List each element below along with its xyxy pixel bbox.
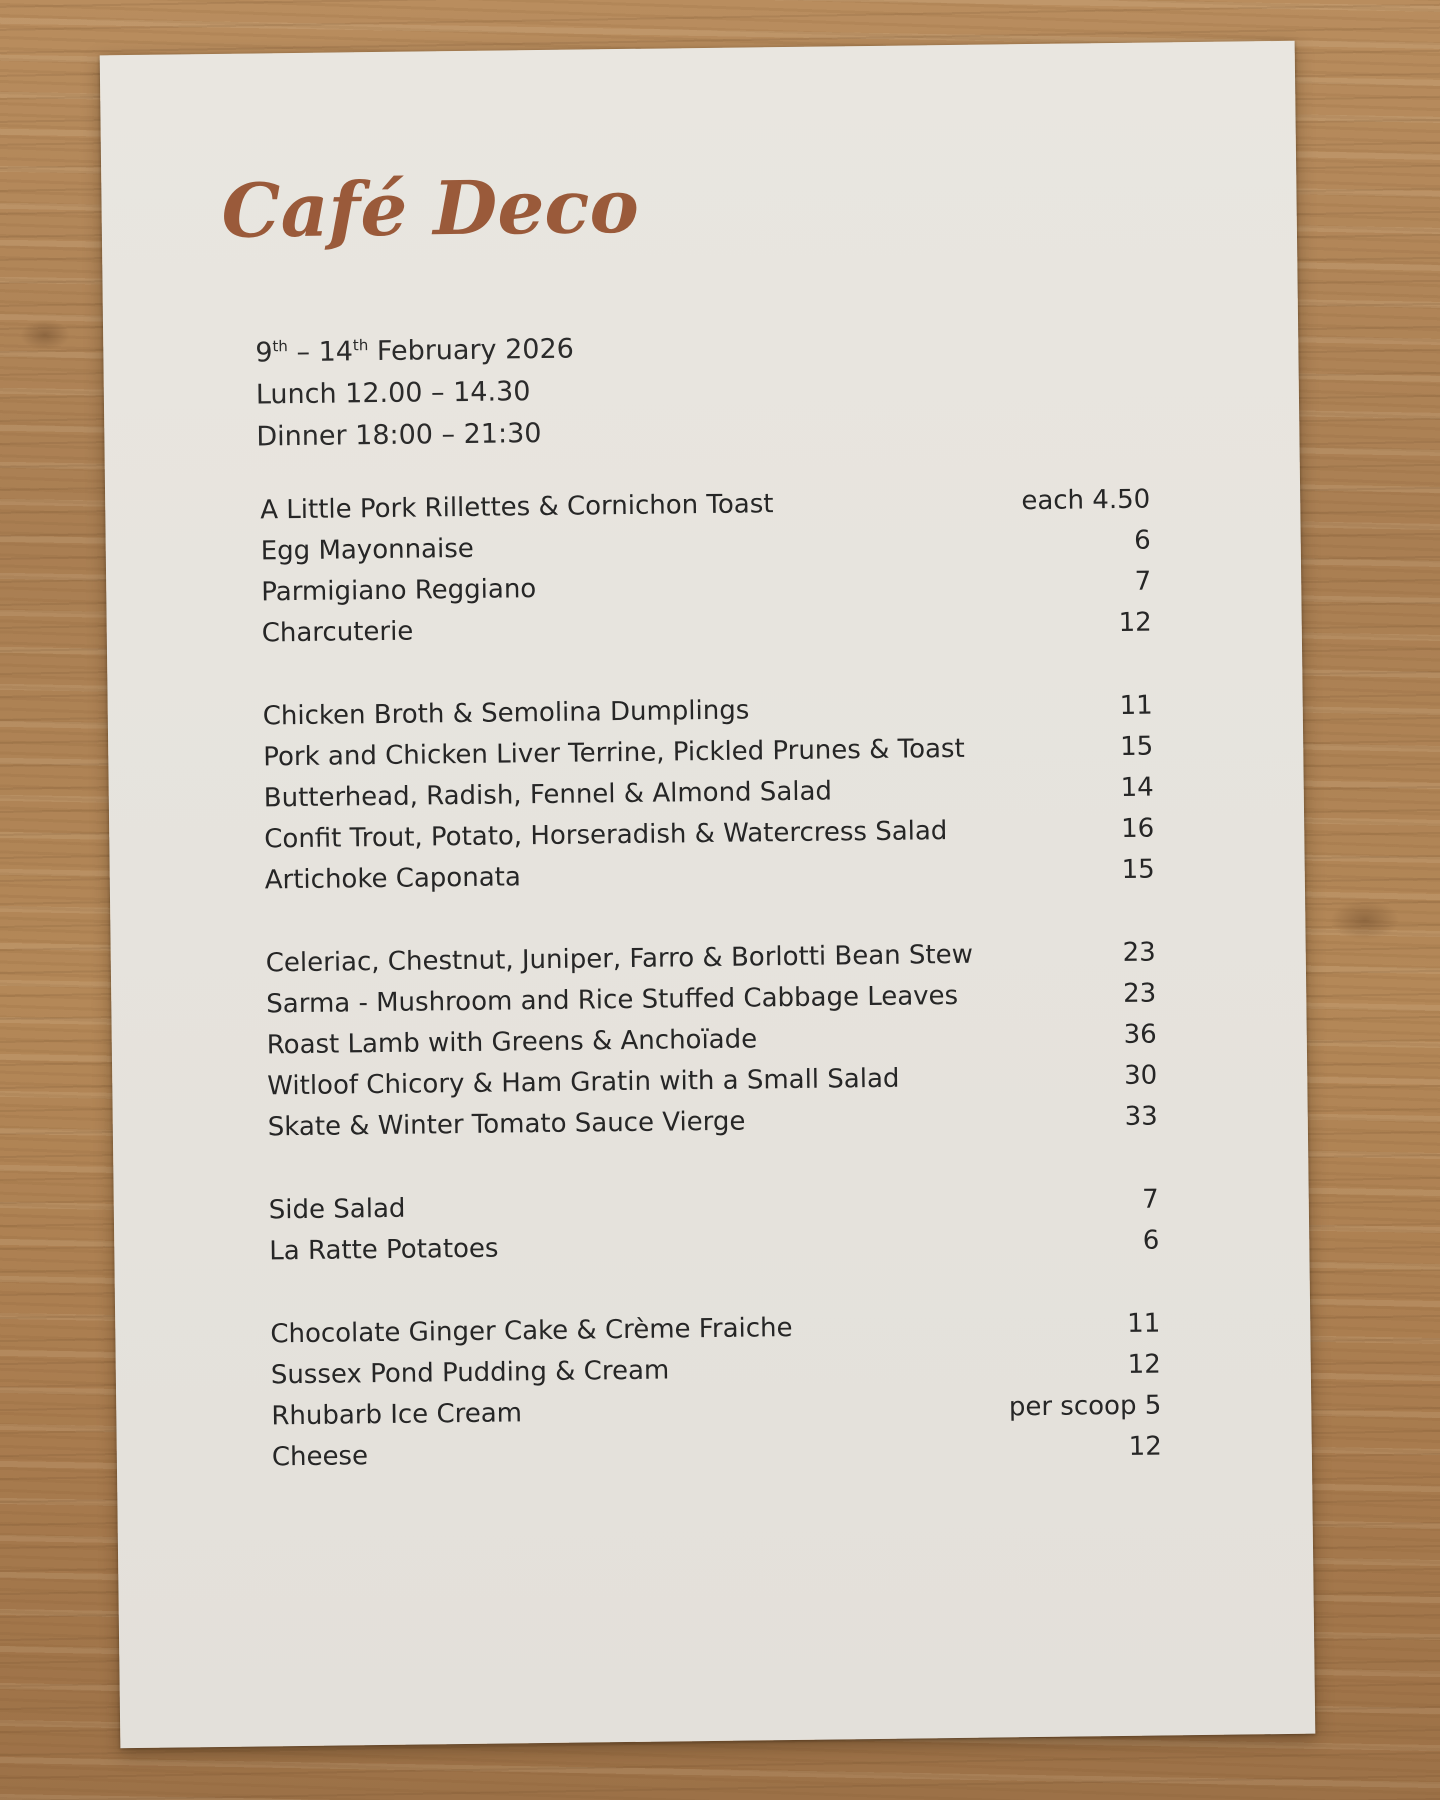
menu-item-price: 12 (1128, 1431, 1162, 1462)
menu-item-name: Side Salad (268, 1193, 406, 1226)
menu-item-price: 36 (1123, 1019, 1157, 1050)
menu-item-price: 14 (1120, 772, 1154, 803)
menu-item-price: 6 (1133, 525, 1151, 556)
service-info (255, 322, 575, 459)
menu-item-price: 11 (1127, 1308, 1161, 1339)
menu-item-name: Artichoke Caponata (264, 862, 521, 896)
menu-section-starters (263, 691, 1155, 907)
date-range: 9th – 14th February 2026 (255, 333, 575, 369)
menu-item-name: Roast Lamb with Greens & Anchoïade (266, 1024, 758, 1061)
wood-knot (1330, 900, 1400, 940)
logo-text: Café Deco (221, 163, 640, 255)
dinner-hours: Dinner 18:00 – 21:30 (256, 417, 542, 453)
menu-section-snacks (260, 485, 1152, 660)
menu-item-price: per scoop 5 (1008, 1390, 1162, 1423)
menu-item-name: A Little Pork Rillettes & Cornichon Toast (260, 489, 774, 526)
menu-item-price: each 4.50 (1021, 484, 1151, 517)
menu-item-name: Celeriac, Chestnut, Juniper, Farro & Borlotti Bean Stew (265, 939, 974, 979)
menu-item-name: Parmigiano Reggiano (261, 574, 537, 608)
menu-item-price: 12 (1127, 1349, 1161, 1380)
menu-item-name: Witloof Chicory & Ham Gratin with a Small Salad (267, 1063, 900, 1102)
menu-item-name: Chicken Broth & Semolina Dumplings (262, 695, 750, 732)
logo-svg (221, 154, 640, 259)
menu-item-price: 33 (1124, 1101, 1158, 1132)
menu-item-price: 6 (1142, 1225, 1160, 1256)
menu-item-price: 12 (1118, 607, 1152, 638)
menu-item-name: Charcuterie (261, 616, 414, 649)
menu-item-name: Rhubarb Ice Cream (271, 1398, 523, 1432)
menu-item-name: Confit Trout, Potato, Horseradish & Watercress Salad (264, 816, 948, 855)
menu-item-name: Skate & Winter Tomato Sauce Vierge (267, 1106, 746, 1143)
menu-item-price: 11 (1119, 690, 1153, 721)
cafe-deco-logo (221, 154, 640, 259)
menu-section-desserts (270, 1309, 1162, 1484)
menu-item-price: 23 (1122, 937, 1156, 968)
menu-item-price: 7 (1134, 566, 1152, 597)
menu-paper (100, 41, 1316, 1748)
menu-section-mains (266, 938, 1158, 1154)
menu-item-name: La Ratte Potatoes (269, 1233, 499, 1267)
menu-item-name: Chocolate Ginger Cake & Crème Fraiche (270, 1312, 793, 1350)
menu-item-price: 15 (1119, 731, 1154, 762)
menu-item-name: Egg Mayonnaise (260, 533, 474, 567)
menu-item-name: Sussex Pond Pudding & Cream (270, 1355, 670, 1391)
menu-item-name: Sarma - Mushroom and Rice Stuffed Cabbage Leaves (266, 980, 959, 1020)
lunch-hours: Lunch 12.00 – 14.30 (255, 376, 531, 411)
menu-list (260, 485, 1163, 1526)
menu-item-price: 15 (1121, 854, 1155, 885)
menu-item-name: Butterhead, Radish, Fennel & Almond Salad (263, 776, 833, 814)
menu-item-price: 16 (1120, 813, 1155, 844)
menu-section-sides (269, 1185, 1160, 1278)
menu-item-name: Pork and Chicken Liver Terrine, Pickled Prunes & Toast (263, 733, 965, 773)
menu-item-price: 7 (1142, 1184, 1159, 1215)
wood-knot (20, 320, 70, 350)
menu-item-price: 30 (1123, 1060, 1158, 1091)
menu-item-price: 23 (1122, 978, 1157, 1009)
menu-item-name: Cheese (271, 1441, 369, 1473)
